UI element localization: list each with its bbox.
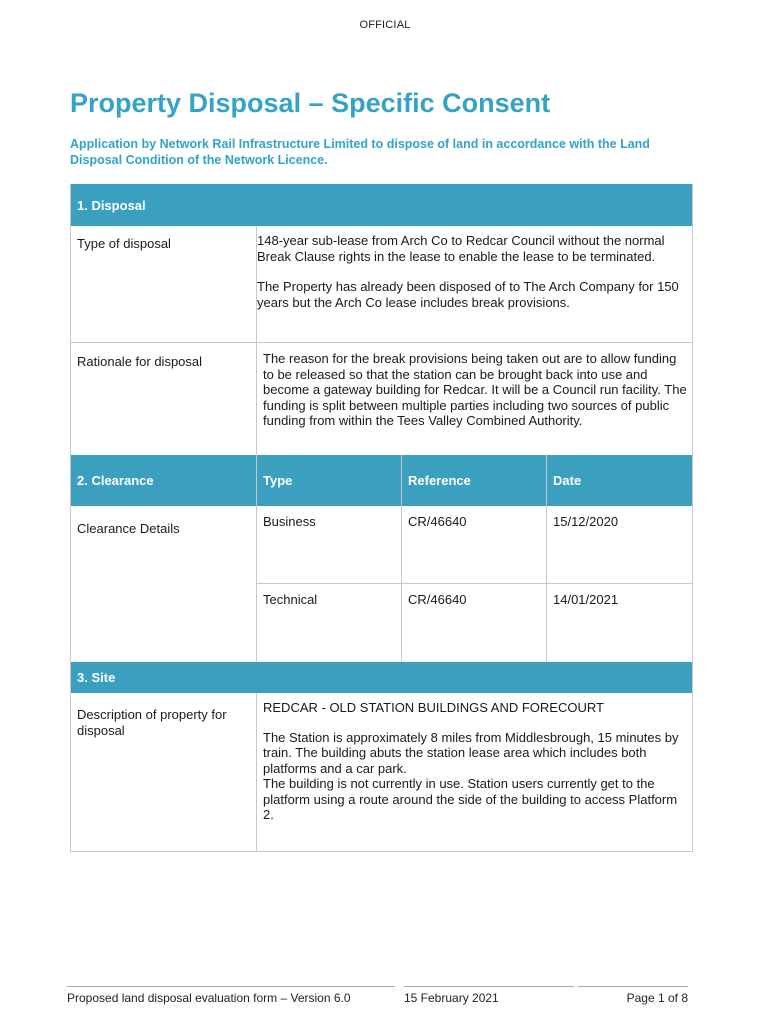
clearance-type: Business [256, 506, 401, 584]
site-description-value [256, 693, 692, 851]
clearance-type: Technical [256, 584, 401, 662]
rationale-value [256, 343, 692, 455]
site-description-paragraph-2: The building is not currently in use. Station users currently get to the platform using a route around the side of the building to access Platform 2. [263, 776, 678, 822]
site-description-row [71, 693, 692, 852]
clearance-row-technical [71, 584, 692, 662]
type-of-disposal-paragraph-1: 148-year sub-lease from Arch Co to Redcar Council without the normal Break Clause rights in the lease to enable the lease to be terminated. [257, 233, 665, 264]
page-subtitle: Application by Network Rail Infrastructure Limited to dispose of land in accordance with the Land Disposal Condition of the Network Licence. [70, 137, 650, 167]
consent-form [70, 184, 693, 852]
page-title: Property Disposal – Specific Consent [70, 88, 551, 118]
rationale-row [71, 343, 692, 455]
site-name: REDCAR - OLD STATION BUILDINGS AND FORECOURT [263, 700, 604, 715]
section-disposal-heading [71, 184, 692, 226]
footer-date: 15 February 2021 [404, 986, 574, 1005]
rationale-text: The reason for the break provisions being taken out are to allow funding to be released so that the station can be brought back into use and become a gateway building for Redcar. It will be a Council run facility. The funding is split between multiple parties including two sources of public funding from within the Tees Valley Combined Authority. [263, 351, 687, 428]
section-disposal-title: 1. Disposal [77, 197, 146, 213]
clearance-reference: CR/46640 [401, 506, 546, 584]
type-of-disposal-value [256, 226, 692, 342]
column-header-type: Type [256, 455, 401, 506]
footer-form-name: Proposed land disposal evaluation form – Version 6.0 [67, 986, 395, 1005]
section-site-title: 3. Site [77, 670, 116, 685]
clearance-details-label: Clearance Details [77, 521, 180, 536]
clearance-row-business [71, 506, 692, 584]
clearance-label-spacer [71, 584, 256, 662]
column-header-reference: Reference [401, 455, 546, 506]
rationale-label: Rationale for disposal [77, 354, 203, 369]
classification-marking: OFFICIAL [359, 19, 411, 31]
clearance-date: 15/12/2020 [546, 506, 692, 584]
clearance-reference: CR/46640 [401, 584, 546, 662]
type-of-disposal-paragraph-2: The Property has already been disposed of to The Arch Company for 150 years but the Arch Co lease includes break provisions. [257, 279, 679, 310]
page-footer [67, 982, 688, 1006]
column-header-date: Date [546, 455, 692, 506]
site-description-label: Description of property for disposal [77, 707, 227, 738]
type-of-disposal-label: Type of disposal [77, 236, 171, 251]
section-clearance-title: 2. Clearance [77, 473, 154, 488]
site-description-paragraph-1: The Station is approximately 8 miles from Middlesbrough, 15 minutes by train. The building abuts the station lease area which includes both platforms and a car park. [263, 729, 679, 776]
clearance-date: 14/01/2021 [546, 584, 692, 662]
section-clearance-heading [71, 455, 692, 506]
footer-page-number: Page 1 of 8 [578, 986, 688, 1005]
type-of-disposal-row [71, 226, 692, 343]
section-site-heading [71, 662, 692, 693]
